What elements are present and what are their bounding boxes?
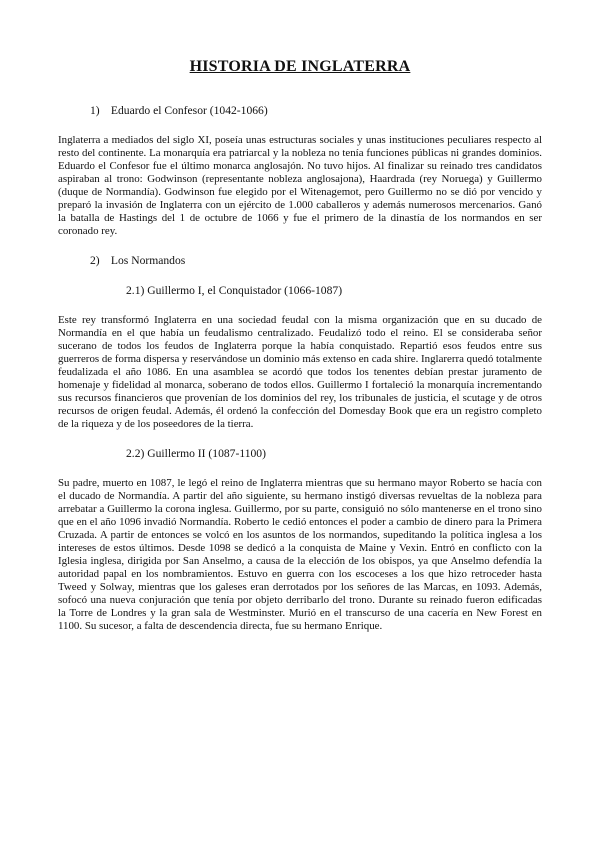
- document-page: [58, 58, 542, 649]
- section-heading-normandos: [90, 254, 542, 268]
- section-number: 2): [90, 254, 100, 267]
- paragraph-guillermo-i: Este rey transformó Inglaterra en una sociedad feudal con la misma organización que en su ducado de Normandía en el que había un feudalismo centralizado. Feudalizó todo el reino. El se consideraba señor sucerano de todos los feudos de Inglaterra porque la había conquistado. Repartió esos feudos entre sus guerreros de forma dispersa y reservándose un dominio más extenso en cada shire. Inglarerra quedó totalmente feudalizada el año 1086. En una asamblea se acordó que todos los tenentes debían prestar juramento de homenaje y fidelidad al monarca, soberano de todos ellos. Guillermo I fortaleció la monarquía incrementando sus recursos financieros que provenían de los dominios del rey, los tribunales de justicia, el scutage y de otros recursos de origen feudal. Además, él ordenó la confección del Domesday Book que era un registro completo de la riqueza y de los poseedores de la tierra.: [58, 314, 542, 430]
- section-number: 1): [90, 104, 100, 117]
- paragraph-guillermo-ii: Su padre, muerto en 1087, le legó el reino de Inglaterra mientras que su hermano mayor Roberto se hacía con el ducado de Normandía. A partir del año siguiente, su hermano instigó diversas revueltas de la nobleza para arrebatar a Guillermo la corona inglesa. Guillermo, por su parte, consiguió no sólo mantenerse en el trono sino que en el año 1096 invadió Normandía. Roberto le cedió entonces el poder a cambio de dinero para la Primera Cruzada. A partir de entonces se volcó en los asuntos de los normandos, supeditando la política inglesa a los intereses de estos últimos. Desde 1098 se dedicó a la conquista de Maine y Vexin. Entró en conflicto con la Iglesia inglesa, dirigida por San Anselmo, a causa de la elección de los obispos, ya que Anselmo defendía la autoridad papal en los nombramientos. Estuvo en guerra con los escoceses a los que hizo retroceder hasta Tweed y Solway, mientras que los galeses eran derrotados por los señores de las Marcas, en 1093. Además, sofocó una nueva conjuración que tenía por objeto derribarlo del trono. Durante su reinado fueron edificadas la Torre de Londres y la gran sala de Westminster. Murió en el transcurso de una cacería en New Forest en 1100. Su sucesor, a falta de descendencia directa, fue su hermano Enrique.: [58, 477, 542, 632]
- section-heading-text: Eduardo el Confesor (1042-1066): [110, 104, 268, 117]
- subsection-heading-guillermo-i: 2.1) Guillermo I, el Conquistador (1066-1087): [126, 284, 343, 297]
- subsection-heading-guillermo-ii: 2.2) Guillermo II (1087-1100): [126, 447, 266, 460]
- paragraph-eduardo: Inglaterra a mediados del siglo XI, poseía unas estructuras sociales y unas instituciones peculiares respecto al resto del continente. La monarquía era patriarcal y la nobleza no tenía funciones públicas ni grandes dominios. Eduardo el Confesor fue el último monarca anglosajón. No tuvo hijos. Al finalizar su reinado tres candidatos aspiraban al trono: Godwinson (representante nobleza anglosajona), Haardrada (rey Noruega) y Guillermo (duque de Normandía). Godwinson fue elegido por el Witenagemot, pero Guillermo no se dió por vencido y preparó la invasión de Inglaterra con un ejército de 1.000 caballeros y además numerosos mercenarios. Ganó la batalla de Hastings del 1 de octubre de 1066 y fue el primero de la dinastía de los normandos en ser coronado rey.: [58, 134, 542, 237]
- section-heading-text: Los Normandos: [110, 254, 186, 267]
- document-title: HISTORIA DE INGLATERRA: [189, 58, 411, 75]
- section-heading-eduardo: [90, 104, 542, 118]
